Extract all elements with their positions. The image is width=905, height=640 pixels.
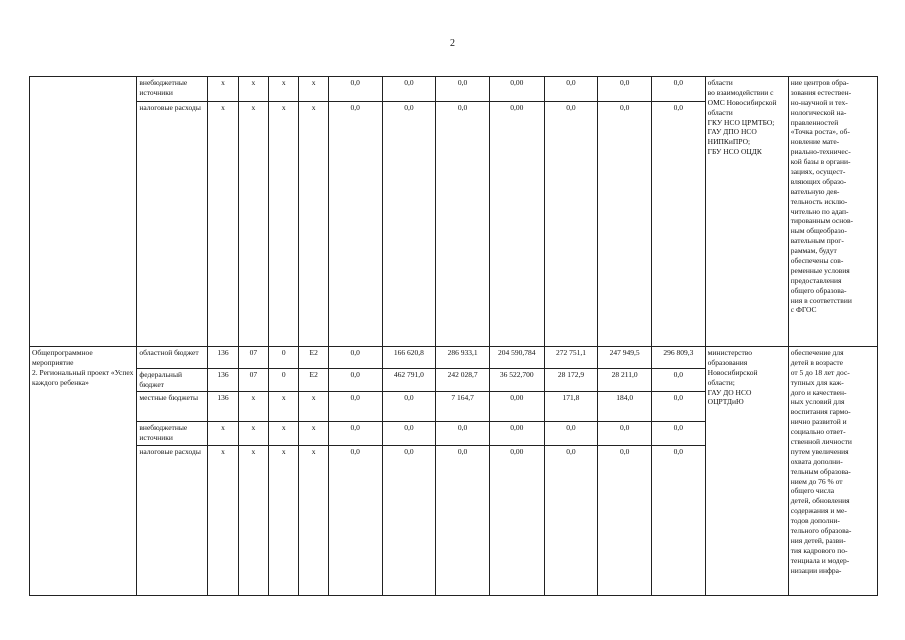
amount-cell: 242 028,7 <box>436 369 490 392</box>
rzpr-cell: x <box>238 445 268 595</box>
page-number: 2 <box>450 38 455 49</box>
amount-cell: 0,0 <box>328 391 382 421</box>
grbs-cell: 136 <box>208 369 238 392</box>
amount-cell: 0,0 <box>436 77 490 102</box>
table-row <box>30 77 878 102</box>
funding-source-cell: внебюджетные источники <box>137 421 208 445</box>
rzpr-cell: x <box>238 421 268 445</box>
amount-cell: 0,0 <box>436 421 490 445</box>
funding-source-cell: федеральный бюджет <box>137 369 208 392</box>
csr-cell: x <box>269 421 299 445</box>
block2-rows <box>30 347 878 596</box>
csr-cell: x <box>269 77 299 102</box>
executor-cell: министерство образования Новосибирской области; ГАУ ДО НСО ОЦРТДиЮ <box>705 347 788 596</box>
amount-cell: 166 620,8 <box>382 347 436 369</box>
amount-cell: 0,0 <box>544 77 598 102</box>
funding-source-cell: местные бюджеты <box>137 391 208 421</box>
rzpr-cell: 07 <box>238 369 268 392</box>
csr-cell: x <box>269 445 299 595</box>
amount-cell: 0,0 <box>651 391 705 421</box>
amount-cell: 0,00 <box>489 445 544 595</box>
amount-cell: 247 949,5 <box>598 347 652 369</box>
grbs-cell: x <box>208 421 238 445</box>
amount-cell: 0,0 <box>382 391 436 421</box>
vr-cell: x <box>299 421 328 445</box>
block1-rows <box>30 77 878 347</box>
amount-cell: 36 522,700 <box>489 369 544 392</box>
amount-cell: 0,00 <box>489 77 544 102</box>
amount-cell: 0,0 <box>544 445 598 595</box>
amount-cell: 0,0 <box>328 77 382 102</box>
grbs-cell: 136 <box>208 391 238 421</box>
amount-cell: 462 791,0 <box>382 369 436 392</box>
amount-cell: 0,0 <box>328 102 382 347</box>
amount-cell: 0,0 <box>598 421 652 445</box>
amount-cell: 0,0 <box>382 445 436 595</box>
funding-source-cell: внебюджетные источники <box>137 77 208 102</box>
budget-table <box>29 76 878 596</box>
csr-cell: 0 <box>269 369 299 392</box>
amount-cell: 0,0 <box>328 369 382 392</box>
amount-cell: 0,0 <box>328 347 382 369</box>
amount-cell: 296 809,3 <box>651 347 705 369</box>
event-name-cell: Общепрограммное мероприятие 2. Региональный проект «Успех каждого ребенка» <box>30 347 137 596</box>
amount-cell: 0,0 <box>651 369 705 392</box>
amount-cell: 0,0 <box>598 77 652 102</box>
amount-cell: 286 933,1 <box>436 347 490 369</box>
vr-cell: E2 <box>299 369 328 392</box>
amount-cell: 0,0 <box>382 102 436 347</box>
vr-cell: x <box>299 445 328 595</box>
amount-cell: 0,0 <box>382 77 436 102</box>
grbs-cell: x <box>208 445 238 595</box>
amount-cell: 0,00 <box>489 391 544 421</box>
amount-cell: 0,0 <box>328 421 382 445</box>
amount-cell: 0,0 <box>436 445 490 595</box>
csr-cell: x <box>269 391 299 421</box>
amount-cell: 204 590,784 <box>489 347 544 369</box>
amount-cell: 0,0 <box>598 445 652 595</box>
amount-cell: 0,0 <box>598 102 652 347</box>
rzpr-cell: x <box>238 77 268 102</box>
grbs-cell: x <box>208 77 238 102</box>
rzpr-cell: x <box>238 102 268 347</box>
grbs-cell: 136 <box>208 347 238 369</box>
csr-cell: x <box>269 102 299 347</box>
funding-source-cell: областной бюджет <box>137 347 208 369</box>
vr-cell: x <box>299 77 328 102</box>
event-name-cell <box>30 77 137 347</box>
funding-source-cell: налоговые расходы <box>137 102 208 347</box>
amount-cell: 0,0 <box>544 102 598 347</box>
amount-cell: 0,00 <box>489 102 544 347</box>
amount-cell: 0,0 <box>651 102 705 347</box>
amount-cell: 0,0 <box>651 445 705 595</box>
table-row <box>30 347 878 369</box>
rzpr-cell: 07 <box>238 347 268 369</box>
csr-cell: 0 <box>269 347 299 369</box>
vr-cell: E2 <box>299 347 328 369</box>
amount-cell: 0,0 <box>328 445 382 595</box>
amount-cell: 0,0 <box>382 421 436 445</box>
amount-cell: 28 211,0 <box>598 369 652 392</box>
amount-cell: 28 172,9 <box>544 369 598 392</box>
amount-cell: 7 164,7 <box>436 391 490 421</box>
grbs-cell: x <box>208 102 238 347</box>
amount-cell: 184,0 <box>598 391 652 421</box>
rzpr-cell: x <box>238 391 268 421</box>
result-cell: обеспечение для детей в возрасте от 5 до 18 лет дос- тупных для каж- дого и качествен- ных условий для воспитания гармо- нично развитой и социально ответ- ственной личности путем увеличения охвата дополни- тельным образова- нием до 76 % от общего числа детей, обновления содержания и ме- тодов дополни- тельного образова- ния детей, разви- тия кадрового по- тенциала и модер- низации инфра- <box>788 347 877 596</box>
amount-cell: 0,00 <box>489 421 544 445</box>
result-cell: ние центров обра- зования естествен- но-научной и тех- нологической на- правленностей «Точка роста», об- новление мате- риально-техничес- кой базы в органи- зациях, осущест- вляющих образо- вательную дея- тельность исклю- чительно по адап- тированным основ- ным общеобразо- вательным прог- раммам, будут обеспечены сов- ременные условия предоставления общего образова- ния в соответствии с ФГОС <box>788 77 877 347</box>
amount-cell: 0,0 <box>651 421 705 445</box>
executor-cell: области во взаимодействии с ОМС Новосибирской области ГКУ НСО ЦРМТБО; ГАУ ДПО НСО НИПКиПРО; ГБУ НСО ОЦДК <box>705 77 788 347</box>
amount-cell: 171,8 <box>544 391 598 421</box>
funding-source-cell: налоговые расходы <box>137 445 208 595</box>
amount-cell: 272 751,1 <box>544 347 598 369</box>
amount-cell: 0,0 <box>544 421 598 445</box>
vr-cell: x <box>299 391 328 421</box>
amount-cell: 0,0 <box>651 77 705 102</box>
vr-cell: x <box>299 102 328 347</box>
amount-cell: 0,0 <box>436 102 490 347</box>
